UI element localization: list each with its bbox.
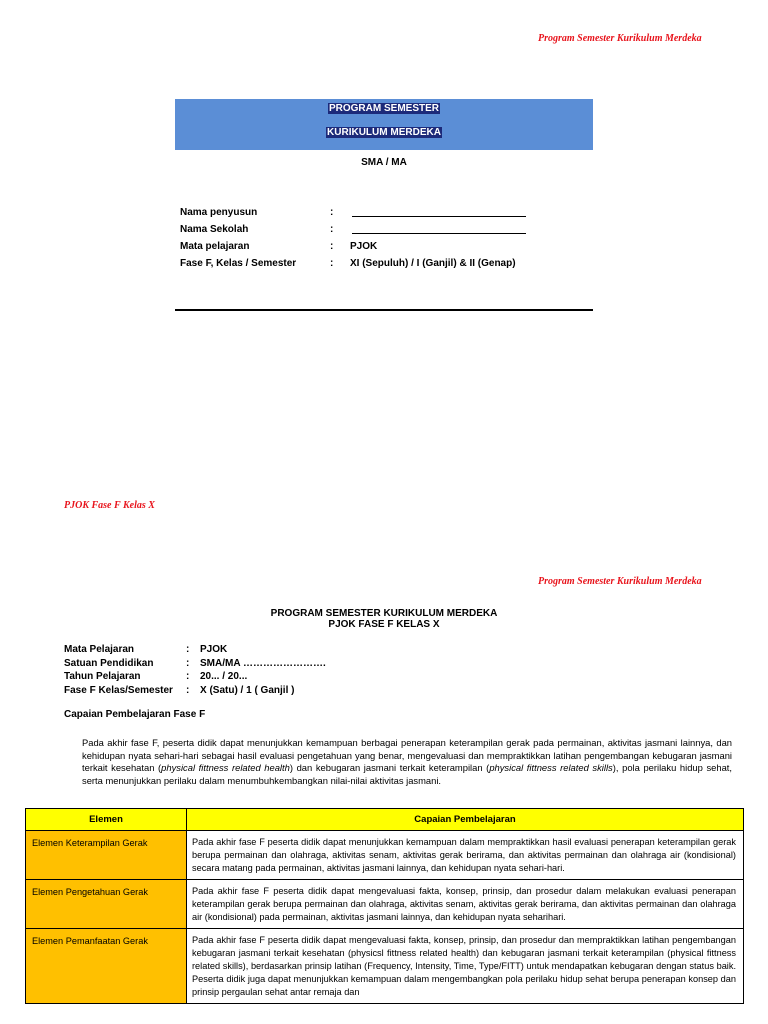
- document-title-line1: PROGRAM SEMESTER KURIKULUM MERDEKA: [270, 608, 498, 619]
- page2-header-title: Program Semester Kurikulum Merdeka: [538, 576, 702, 587]
- table-row: [26, 929, 744, 1004]
- field-colon: :: [186, 644, 190, 655]
- field-colon: :: [186, 684, 190, 696]
- field-label: Fase F, Kelas / Semester: [180, 258, 297, 269]
- elemen-cell: Elemen Pengetahuan Gerak: [26, 880, 187, 929]
- field-row-nama-sekolah: [180, 221, 526, 238]
- elemen-cell: Elemen Pemanfaatan Gerak: [26, 929, 187, 1004]
- field-row-mata-pelajaran: [64, 643, 326, 657]
- blank-line: [352, 222, 526, 234]
- field-value: SMA/MA …………………….: [200, 657, 326, 669]
- paragraph-text: ) dan kebugaran jasmani terkait keterampilan (: [289, 762, 490, 773]
- title-banner: [175, 99, 593, 150]
- paragraph-text: Pada akhir fase F, peserta didik dapat menunjukkan kemampuan berbagai penerapan keterampilan gerak pada permainan, aktivitas jasmani lainnya, dan kehidupan nyata sehari-hari sebagai hasil evaluasi pengetahuan yang benar, mengevaluasi dan mempraktikkan latihan pengembangan kebugaran jasmani terkait kesehatan (: [82, 737, 732, 773]
- field-value: PJOK: [200, 644, 228, 655]
- field-row-fase-kelas-semester: [180, 255, 526, 272]
- blank-line: [352, 205, 526, 217]
- page1-header-title: Program Semester Kurikulum Merdeka: [538, 33, 702, 44]
- field-value: XI (Sepuluh) / I (Ganjil) & II (Genap): [350, 258, 516, 269]
- field-label: Nama penyusun: [180, 207, 258, 218]
- divider-line: [175, 309, 593, 311]
- field-row-mata-pelajaran: [180, 238, 526, 255]
- banner-title-line2: KURIKULUM MERDEKA: [327, 127, 441, 138]
- table-row: [26, 831, 744, 880]
- field-colon: :: [330, 224, 334, 235]
- elemen-cell: Elemen Keterampilan Gerak: [26, 831, 187, 880]
- paragraph-text: ), pola perilaku hidup sehat, serta menunjukkan perilaku dalam menumbuhkembangkan nilai-nilai aktivitas jasmani.: [82, 762, 733, 786]
- table-row: [26, 880, 744, 929]
- capaian-cell: Pada akhir fase F peserta didik dapat mengevaluasi fakta, konsep, prinsip, dan prosedur dalam melakukan evaluasi penerapan keterampilan gerak berupa permainan dan olahraga, aktivitas senam, aktivitas gerak berirama, dan aktivitas permainan dan olahraga air (kondisional) pada permainan, aktivitas jasmani lainnya, dan kehidupan nyata seharihari.: [187, 880, 744, 929]
- field-label: Fase F Kelas/Semester: [64, 684, 173, 696]
- document-title-line2: PJOK FASE F KELAS X: [328, 619, 440, 630]
- field-label: Nama Sekolah: [180, 224, 249, 235]
- field-value: PJOK: [350, 241, 378, 252]
- field-row-tahun-pelajaran: [64, 670, 326, 684]
- banner-title-line1: PROGRAM SEMESTER: [328, 103, 439, 114]
- field-row-nama-penyusun: [180, 204, 526, 221]
- capaian-paragraph: [82, 737, 732, 787]
- field-row-satuan-pendidikan: [64, 657, 326, 671]
- subject-info-fields: [64, 643, 326, 697]
- field-label: Tahun Pelajaran: [64, 671, 141, 682]
- field-label: Satuan Pendidikan: [64, 657, 154, 669]
- page1-footer-label: PJOK Fase F Kelas X: [64, 500, 155, 511]
- column-header-capaian: Capaian Pembelajaran: [187, 809, 744, 831]
- capaian-heading: Capaian Pembelajaran Fase F: [64, 709, 206, 720]
- capaian-cell: Pada akhir fase F peserta didik dapat mengevaluasi fakta, konsep, prinsip, dan prosedur dan mempraktikkan latihan pengembangan kebugaran jasmani terkait kesehatan (physicsl fittness related health) dan kebugaran jasmani terkait keterampilan (physical fittness related skills), berdasarkan prinsip latihan (Frequency, Intensity, Time, Type/FITT) untuk mendapatkan kebugaran dengan status baik. Peserta didik juga dapat menunjukkan kemampuan dalam mengembangkan pola perilaku hidup sehat berupa penerapan konsep dan prinsip pergaulan sehat antar remaja dan: [187, 929, 744, 1004]
- field-value: 20... / 20...: [200, 671, 248, 682]
- field-colon: :: [330, 207, 334, 218]
- capaian-table: [25, 808, 744, 1004]
- field-colon: :: [330, 258, 334, 269]
- field-label: Mata pelajaran: [180, 241, 250, 252]
- field-row-fase-kelas-semester: [64, 684, 326, 698]
- field-colon: :: [186, 657, 190, 669]
- field-colon: :: [186, 671, 190, 682]
- paragraph-italic-term: physical fittness related health: [161, 762, 290, 773]
- field-colon: :: [330, 241, 334, 252]
- table-header-row: [26, 809, 744, 831]
- field-label: Mata Pelajaran: [64, 644, 135, 655]
- column-header-elemen: Elemen: [26, 809, 187, 831]
- field-value: X (Satu) / 1 ( Ganjil ): [200, 684, 295, 696]
- paragraph-italic-term: physical fittness related skills: [489, 762, 613, 773]
- school-level-subtitle: SMA / MA: [361, 157, 407, 168]
- capaian-cell: Pada akhir fase F peserta didik dapat menunjukkan kemampuan dalam mempraktikkan hasil evaluasi penerapan keterampilan gerak berupa permainan dan olahraga, aktivitas senam, aktivitas gerak berirama, dan aktivitas permainan dan olahraga air (kondisional) secara matang pada permainan, aktivitas jasmani lainnya, dan kehidupan nyata sehari-hari.: [187, 831, 744, 880]
- identity-fields: [180, 204, 526, 272]
